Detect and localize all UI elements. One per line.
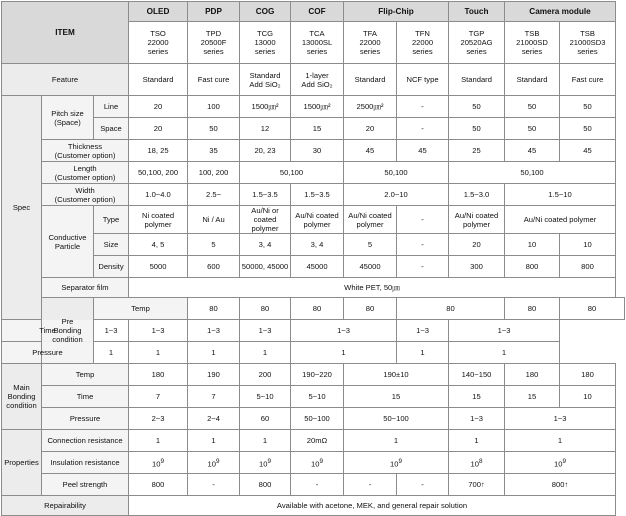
thickness-label: Thickness (Customer option) — [42, 140, 129, 162]
main-temp-value: 190~220 — [291, 364, 344, 386]
repairability-label: Repairability — [2, 496, 129, 516]
feature-value: Standard — [129, 64, 188, 96]
main-temp-value: 180 — [505, 364, 560, 386]
feature-value: 1-layer Add SiO₂ — [291, 64, 344, 96]
thickness-value: 45 — [344, 140, 397, 162]
pitch-line-value: 1500㎛² — [240, 96, 291, 118]
width-value: 2.5~ — [188, 184, 240, 206]
connection-resistance-label: Connection resistance — [42, 430, 129, 452]
insulation-resistance-value: $10^9$ — [291, 452, 344, 474]
particle-density-value: - — [397, 256, 449, 278]
insulation-resistance-value: $10^9$ — [188, 452, 240, 474]
pre-pressure-value: 1 — [129, 342, 188, 364]
thickness-value: 20, 23 — [240, 140, 291, 162]
length-value: 50,100 — [344, 162, 449, 184]
product-tgp: TGP 20520AG series — [449, 22, 505, 64]
thickness-value: 30 — [291, 140, 344, 162]
feature-value: Standard Add SiO₂ — [240, 64, 291, 96]
length-value: 100, 200 — [188, 162, 240, 184]
particle-type-value: Au/Ni or coated polymer — [240, 206, 291, 234]
length-value: 50,100, 200 — [129, 162, 188, 184]
pitch-space-value: 12 — [240, 118, 291, 140]
line-label: Line — [94, 96, 129, 118]
particle-size-value: 5 — [344, 234, 397, 256]
particle-density-value: 50000, 45000 — [240, 256, 291, 278]
pre-pressure-value: 1 — [94, 342, 129, 364]
connection-resistance-value: 1 — [449, 430, 505, 452]
pitch-size-label: Pitch size (Space) — [42, 96, 94, 140]
peel-strength-value: 800 — [129, 474, 188, 496]
pitch-space-value: 20 — [129, 118, 188, 140]
pre-time-value: 1~3 — [397, 320, 449, 342]
main-pressure-value: 50~100 — [344, 408, 449, 430]
peel-strength-value: 800↑ — [505, 474, 616, 496]
pre-temp-value: 80 — [397, 298, 505, 320]
feature-value: Fast cure — [560, 64, 616, 96]
particle-type-value: - — [397, 206, 449, 234]
thickness-value: 25 — [449, 140, 505, 162]
particle-density-value: 600 — [188, 256, 240, 278]
particle-type-value: Ni coated polymer — [129, 206, 188, 234]
pitch-space-value: 20 — [344, 118, 397, 140]
particle-size-value: 4, 5 — [129, 234, 188, 256]
pre-pressure-value: 1 — [188, 342, 240, 364]
feature-label: Feature — [2, 64, 129, 96]
conductive-particle-label: Conductive Particle — [42, 206, 94, 278]
length-value: 50,100 — [449, 162, 616, 184]
main-temp-value: 140~150 — [449, 364, 505, 386]
pre-temp-value: 80 — [505, 298, 560, 320]
main-temp-value: 200 — [240, 364, 291, 386]
group-cog: COG — [240, 2, 291, 22]
pre-temp-value: 80 — [188, 298, 240, 320]
peel-strength-value: 800 — [240, 474, 291, 496]
space-label: Space — [94, 118, 129, 140]
spec-label: Spec — [2, 96, 42, 320]
pre-time-value: 1~3 — [188, 320, 240, 342]
main-pressure-value: 2~4 — [188, 408, 240, 430]
product-tsb-sd3: TSB 21000SD3 series — [560, 22, 616, 64]
pre-time-value: 1~3 — [129, 320, 188, 342]
pre-time-value: 1~3 — [94, 320, 129, 342]
particle-density-value: 300 — [449, 256, 505, 278]
spec-table — [1, 1, 625, 516]
pre-time-value: 1~3 — [291, 320, 397, 342]
group-flip-chip: Flip-Chip — [344, 2, 449, 22]
peel-strength-label: Peel strength — [42, 474, 129, 496]
type-label: Type — [94, 206, 129, 234]
main-time-value: 10 — [560, 386, 616, 408]
main-pressure-value: 2~3 — [129, 408, 188, 430]
group-oled: OLED — [129, 2, 188, 22]
feature-value: Standard — [344, 64, 397, 96]
main-bonding-label: Main Bonding condition — [2, 364, 42, 430]
feature-value: Standard — [449, 64, 505, 96]
separator-film-label: Separator film — [42, 278, 129, 298]
group-pdp: PDP — [188, 2, 240, 22]
particle-type-value: Au/Ni coated polymer — [291, 206, 344, 234]
pitch-space-value: 50 — [188, 118, 240, 140]
pitch-line-value: - — [397, 96, 449, 118]
pre-pressure-label: Pressure — [2, 342, 94, 364]
width-value: 1.5~3.0 — [449, 184, 505, 206]
width-value: 1.5~3.5 — [240, 184, 291, 206]
insulation-resistance-value: $10^9$ — [344, 452, 449, 474]
connection-resistance-value: 1 — [505, 430, 616, 452]
insulation-resistance-value: $10^9$ — [129, 452, 188, 474]
peel-strength-value: - — [188, 474, 240, 496]
main-temp-label: Temp — [42, 364, 129, 386]
pre-pressure-value: 1 — [291, 342, 397, 364]
pitch-line-value: 1500㎛² — [291, 96, 344, 118]
separator-film-value: White PET, 50㎛ — [129, 278, 616, 298]
peel-strength-value: - — [291, 474, 344, 496]
pitch-space-value: 50 — [449, 118, 505, 140]
item-header: ITEM — [2, 2, 129, 64]
particle-size-value: 3, 4 — [291, 234, 344, 256]
thickness-value: 18, 25 — [129, 140, 188, 162]
main-pressure-value: 60 — [240, 408, 291, 430]
pre-pressure-value: 1 — [240, 342, 291, 364]
main-pressure-value: 1~3 — [449, 408, 505, 430]
main-time-value: 5~10 — [291, 386, 344, 408]
thickness-value: 45 — [560, 140, 616, 162]
insulation-resistance-label: Insulation resistance — [42, 452, 129, 474]
main-time-value: 15 — [505, 386, 560, 408]
pitch-line-value: 50 — [505, 96, 560, 118]
pitch-space-value: 50 — [560, 118, 616, 140]
group-touch: Touch — [449, 2, 505, 22]
pitch-line-value: 50 — [560, 96, 616, 118]
thickness-value: 45 — [397, 140, 449, 162]
main-temp-value: 190 — [188, 364, 240, 386]
connection-resistance-value: 20mΩ — [291, 430, 344, 452]
main-time-value: 7 — [188, 386, 240, 408]
product-tsb-sd: TSB 21000SD series — [505, 22, 560, 64]
particle-size-value: 3, 4 — [240, 234, 291, 256]
width-value: 1.0~4.0 — [129, 184, 188, 206]
particle-type-value: Ni / Au — [188, 206, 240, 234]
pitch-line-value: 2500㎛² — [344, 96, 397, 118]
repairability-value: Available with acetone, MEK, and general repair solution — [129, 496, 616, 516]
main-time-label: Time — [42, 386, 129, 408]
pre-pressure-value: 1 — [449, 342, 560, 364]
pitch-space-value: 50 — [505, 118, 560, 140]
size-label: Size — [94, 234, 129, 256]
length-value: 50,100 — [240, 162, 344, 184]
product-tfa: TFA 22000 series — [344, 22, 397, 64]
particle-density-value: 45000 — [344, 256, 397, 278]
connection-resistance-value: 1 — [240, 430, 291, 452]
pitch-line-value: 100 — [188, 96, 240, 118]
width-value: 1.5~10 — [505, 184, 616, 206]
pre-temp-value: 80 — [560, 298, 625, 320]
pre-bonding-label: Pre Bonding condition — [42, 298, 94, 364]
product-tfn: TFN 22000 series — [397, 22, 449, 64]
connection-resistance-value: 1 — [188, 430, 240, 452]
feature-value: NCF type — [397, 64, 449, 96]
peel-strength-value: 700↑ — [449, 474, 505, 496]
pre-temp-value: 80 — [240, 298, 291, 320]
product-tca: TCA 13000SL series — [291, 22, 344, 64]
width-value: 2.0~10 — [344, 184, 449, 206]
particle-type-value: Au/Ni coated polymer — [344, 206, 397, 234]
product-tpd: TPD 20500F series — [188, 22, 240, 64]
main-time-value: 7 — [129, 386, 188, 408]
thickness-value: 35 — [188, 140, 240, 162]
particle-size-value: - — [397, 234, 449, 256]
insulation-resistance-value: $10^8$ — [449, 452, 505, 474]
main-temp-value: 190±10 — [344, 364, 449, 386]
pitch-line-value: 20 — [129, 96, 188, 118]
product-tcg: TCG 13000 series — [240, 22, 291, 64]
connection-resistance-value: 1 — [129, 430, 188, 452]
feature-value: Fast cure — [188, 64, 240, 96]
main-pressure-value: 50~100 — [291, 408, 344, 430]
particle-size-value: 10 — [505, 234, 560, 256]
connection-resistance-value: 1 — [344, 430, 449, 452]
pre-temp-value: 80 — [291, 298, 344, 320]
particle-size-value: 20 — [449, 234, 505, 256]
main-time-value: 15 — [449, 386, 505, 408]
feature-value: Standard — [505, 64, 560, 96]
particle-size-value: 10 — [560, 234, 616, 256]
pre-temp-label: Temp — [94, 298, 188, 320]
particle-type-value: Au/Ni coated polymer — [505, 206, 616, 234]
particle-size-value: 5 — [188, 234, 240, 256]
main-pressure-value: 1~3 — [505, 408, 616, 430]
width-value: 1.5~3.5 — [291, 184, 344, 206]
pitch-space-value: 15 — [291, 118, 344, 140]
main-temp-value: 180 — [560, 364, 616, 386]
particle-density-value: 5000 — [129, 256, 188, 278]
insulation-resistance-value: $10^9$ — [505, 452, 616, 474]
thickness-value: 45 — [505, 140, 560, 162]
length-label: Length (Customer option) — [42, 162, 129, 184]
density-label: Density — [94, 256, 129, 278]
group-cof: COF — [291, 2, 344, 22]
group-camera-module: Camera module — [505, 2, 616, 22]
particle-density-value: 800 — [560, 256, 616, 278]
pitch-line-value: 50 — [449, 96, 505, 118]
peel-strength-value: - — [344, 474, 397, 496]
width-label: Width (Customer option) — [42, 184, 129, 206]
properties-label: Properties — [2, 430, 42, 496]
particle-type-value: Au/Ni coated polymer — [449, 206, 505, 234]
pre-time-label: Time — [2, 320, 94, 342]
pre-time-value: 1~3 — [240, 320, 291, 342]
main-time-value: 15 — [344, 386, 449, 408]
pre-pressure-value: 1 — [397, 342, 449, 364]
insulation-resistance-value: $10^9$ — [240, 452, 291, 474]
main-time-value: 5~10 — [240, 386, 291, 408]
pitch-space-value: - — [397, 118, 449, 140]
particle-density-value: 800 — [505, 256, 560, 278]
peel-strength-value: - — [397, 474, 449, 496]
pre-temp-value: 80 — [344, 298, 397, 320]
pre-time-value: 1~3 — [449, 320, 560, 342]
main-temp-value: 180 — [129, 364, 188, 386]
product-tso: TSO 22000 series — [129, 22, 188, 64]
main-pressure-label: Pressure — [42, 408, 129, 430]
particle-density-value: 45000 — [291, 256, 344, 278]
